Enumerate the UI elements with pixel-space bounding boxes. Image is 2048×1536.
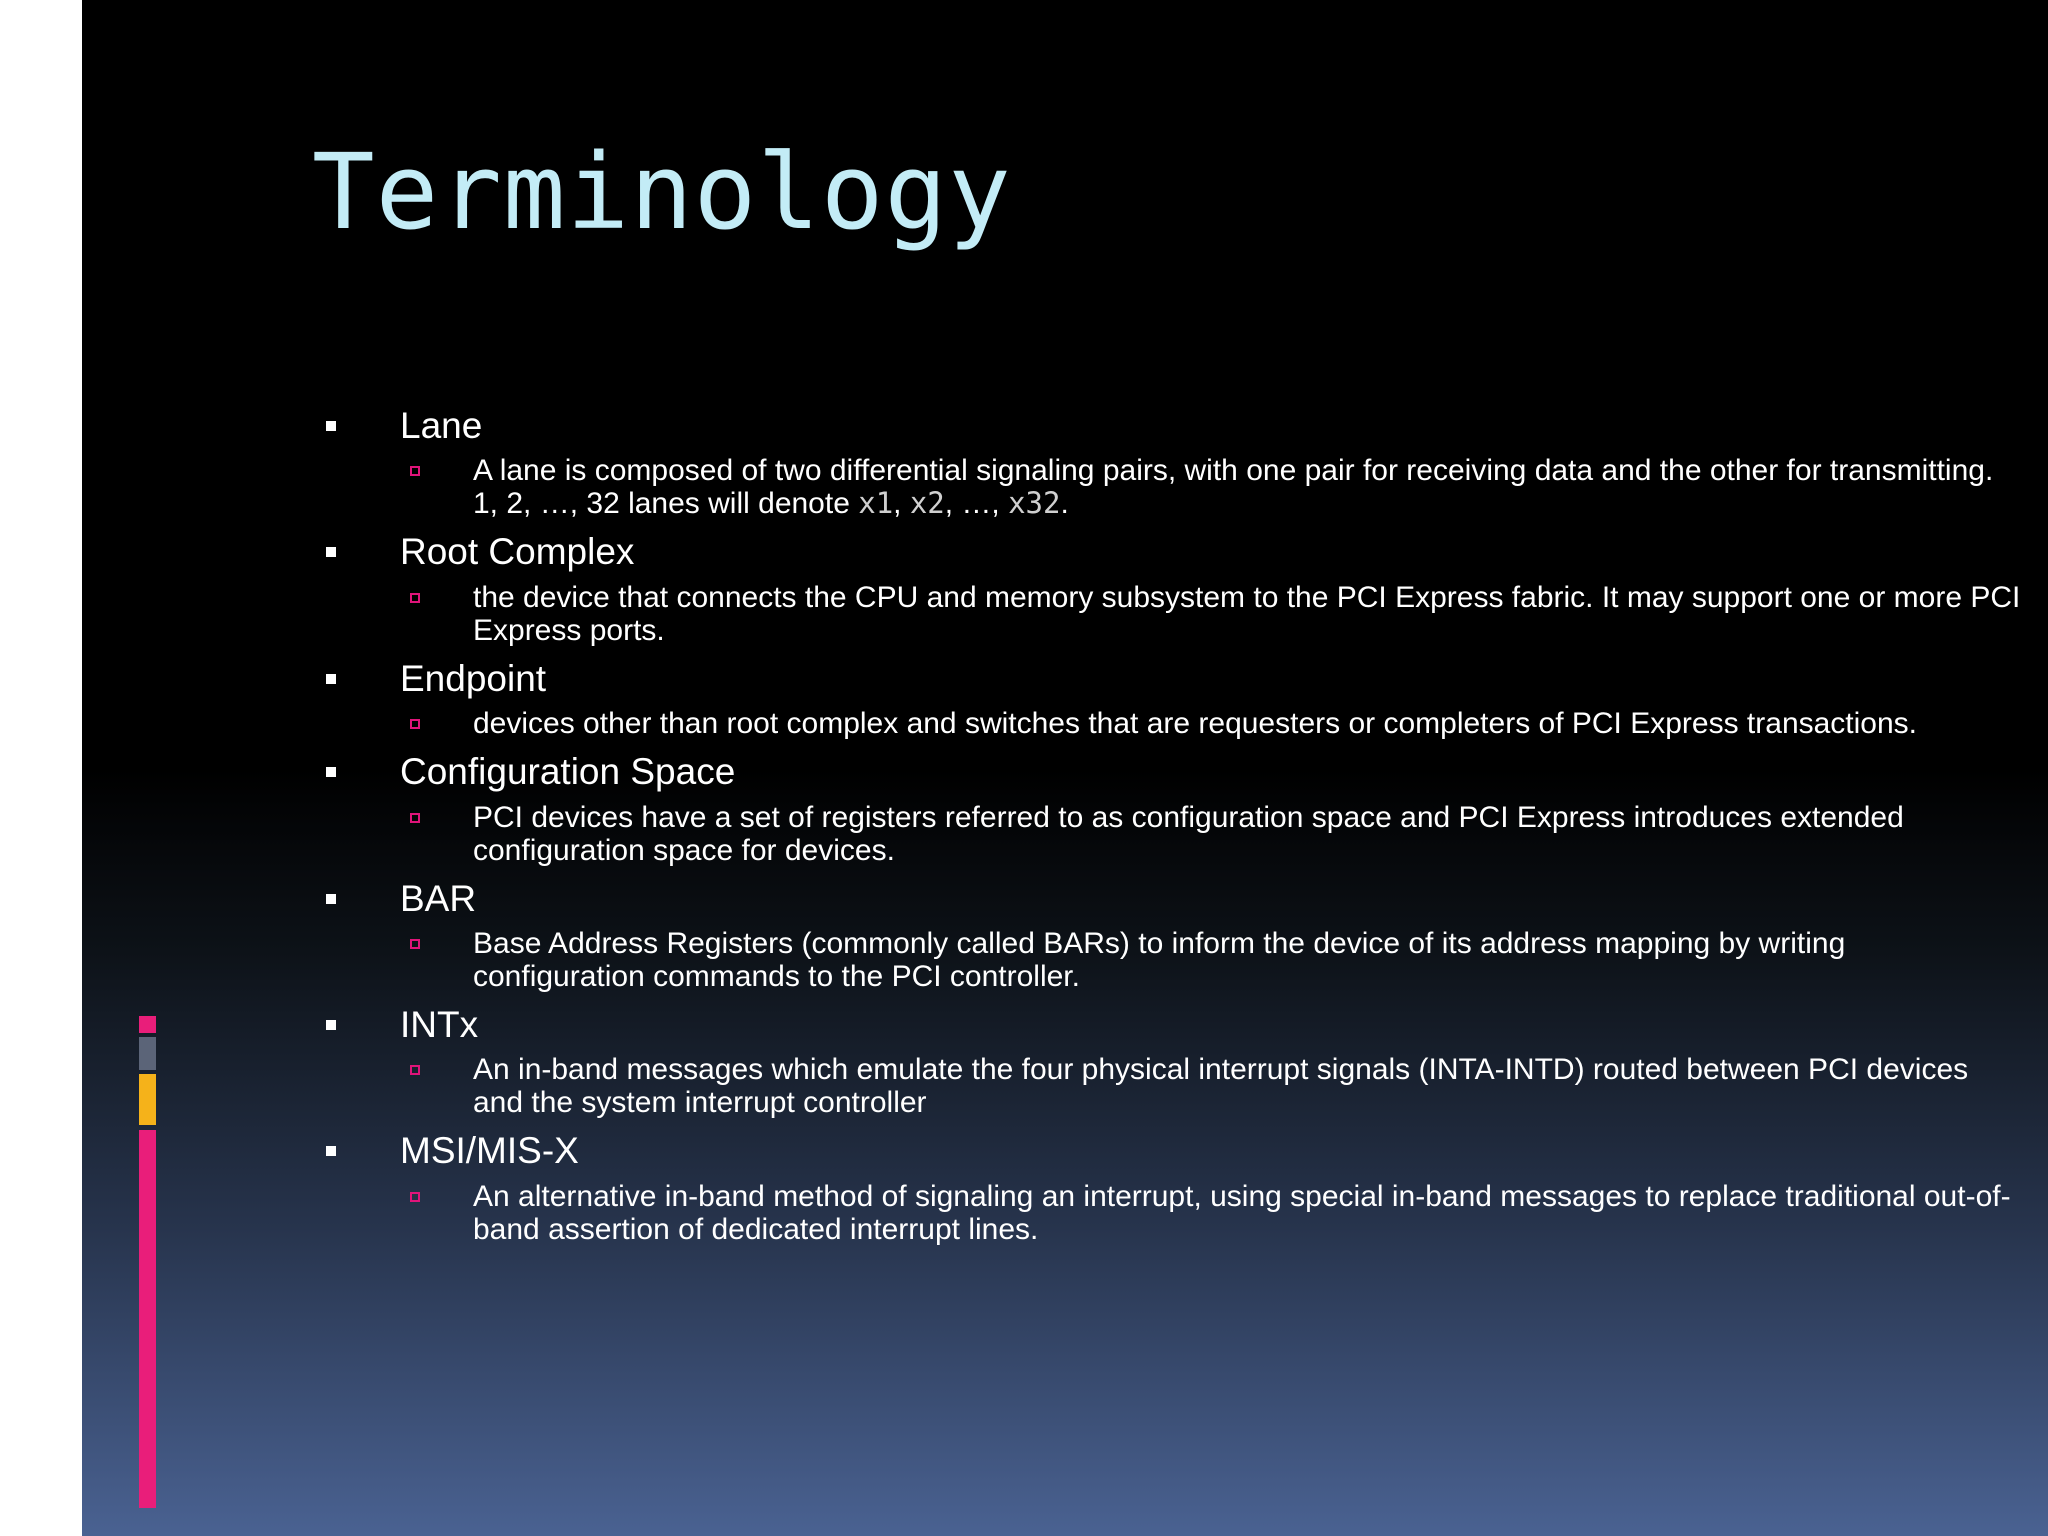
slide: [82, 0, 2048, 1536]
term-label: INTx: [400, 1003, 479, 1045]
term-label: BAR: [400, 877, 477, 919]
code-x1: x1: [858, 486, 894, 521]
accent-bar-grey: [139, 1037, 156, 1070]
hollow-square-bullet-icon: [410, 466, 420, 476]
term-description: the device that connects the CPU and memory subsystem to the PCI Express fabric. It may support one or more PCI Express ports.: [473, 580, 2021, 647]
square-bullet-icon: [326, 421, 336, 431]
square-bullet-icon: [326, 547, 336, 557]
term-item-msi: [322, 1129, 2022, 1245]
accent-bar-pink-small: [139, 1016, 156, 1033]
hollow-square-bullet-icon: [410, 719, 420, 729]
term-label: Endpoint: [400, 657, 547, 699]
term-item-root-complex: [322, 530, 2022, 646]
square-bullet-icon: [326, 767, 336, 777]
square-bullet-icon: [326, 1146, 336, 1156]
term-label: Root Complex: [400, 531, 635, 573]
hollow-square-bullet-icon: [410, 813, 420, 823]
barcode-decoration: [130, 152, 164, 234]
hollow-square-bullet-icon: [410, 593, 420, 603]
side-strip: [0, 0, 82, 1536]
hollow-square-bullet-icon: [410, 939, 420, 949]
term-description: devices other than root complex and switches that are requesters or completers of PCI Express transactions.: [473, 707, 1918, 741]
term-item-bar: [322, 877, 2022, 993]
square-bullet-icon: [326, 894, 336, 904]
term-item-endpoint: [322, 657, 2022, 740]
term-description: An alternative in-band method of signaling an interrupt, using special in-band messages to replace traditional out-of-band assertion of dedicated interrupt lines.: [473, 1179, 2011, 1246]
term-description: Base Address Registers (commonly called BARs) to inform the device of its address mapping by writing configuration commands to the PCI controller.: [473, 926, 1846, 993]
separator: , …,: [944, 487, 1009, 521]
separator: ,: [893, 487, 910, 521]
square-bullet-icon: [326, 674, 336, 684]
term-item-intx: [322, 1003, 2022, 1119]
period: .: [1060, 487, 1069, 521]
term-description: PCI devices have a set of registers referred to as configuration space and PCI Express introduces extended configuration space for devices.: [473, 800, 1904, 867]
term-label: Lane: [400, 405, 483, 446]
term-description: An in-band messages which emulate the four physical interrupt signals (INTA-INTD) routed between PCI devices and the system interrupt controller: [473, 1053, 1969, 1120]
term-label: MSI/MIS-X: [400, 1130, 579, 1172]
term-label: Configuration Space: [400, 751, 736, 793]
square-bullet-icon: [326, 1020, 336, 1030]
code-x32: x32: [1008, 486, 1061, 521]
term-item-configuration-space: [322, 750, 2022, 866]
term-item-lane: [322, 404, 2022, 520]
code-x2: x2: [909, 486, 945, 521]
hollow-square-bullet-icon: [410, 1065, 420, 1075]
hollow-square-bullet-icon: [410, 1192, 420, 1202]
slide-title: Terminology: [312, 131, 1012, 253]
term-description: A lane is composed of two differential signaling pairs, with one pair for receiving data and the other for transmitting. 1, 2, …, 32 lanes will denote: [473, 454, 1994, 521]
accent-bar-gold: [139, 1074, 156, 1125]
term-list: [322, 400, 2022, 1256]
accent-bar-pink-long: [139, 1130, 156, 1508]
